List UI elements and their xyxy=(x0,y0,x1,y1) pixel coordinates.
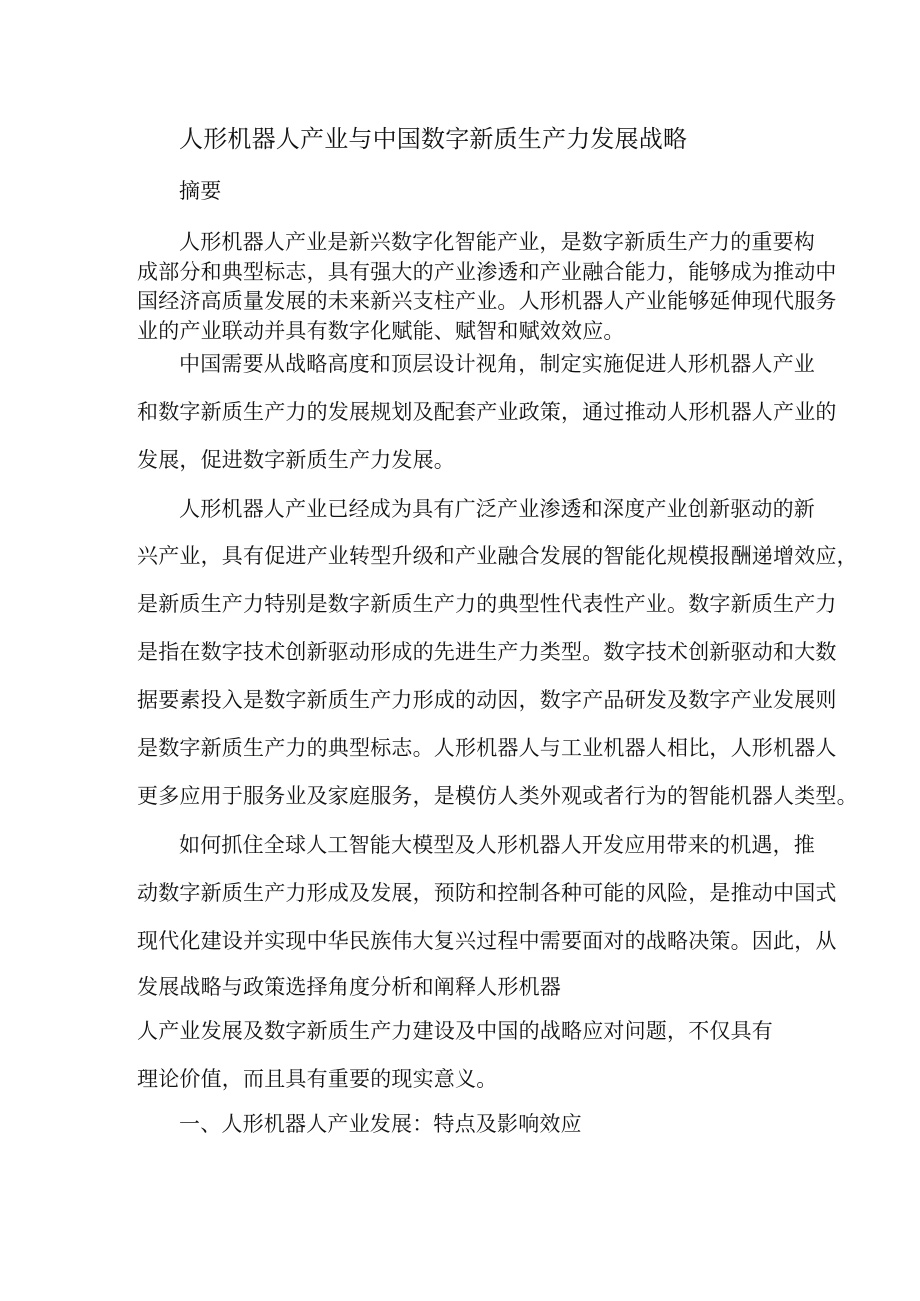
paragraph-line: 人形机器人产业是新兴数字化智能产业，是数字新质生产力的重要构 xyxy=(179,230,815,254)
paragraph-line: 理论价值，而且具有重要的现实意义。 xyxy=(137,1067,498,1091)
paragraph-line: 兴产业，具有促进产业转型升级和产业融合发展的智能化规模报酬递增效应， xyxy=(137,544,858,568)
document-title: 人形机器人产业与中国数字新质生产力发展战略 xyxy=(179,125,688,153)
paragraph-line: 动数字新质生产力形成及发展，预防和控制各种可能的风险，是推动中国式 xyxy=(137,881,837,905)
paragraph-line: 成部分和典型标志，具有强大的产业渗透和产业融合能力，能够成为推动中 xyxy=(137,260,837,284)
paragraph-line: 据要素投入是数字新质生产力形成的动因，数字产品研发及数字产业发展则 xyxy=(137,688,837,712)
paragraph-line: 中国需要从战略高度和顶层设计视角，制定实施促进人形机器人产业 xyxy=(179,352,815,376)
paragraph-line: 国经济高质量发展的未来新兴支柱产业。人形机器人产业能够延伸现代服务 xyxy=(137,289,837,313)
abstract-heading: 摘要 xyxy=(179,179,222,203)
paragraph-line: 如何抓住全球人工智能大模型及人形机器人开发应用带来的机遇，推 xyxy=(179,833,815,857)
paragraph-line: 是新质生产力特别是数字新质生产力的典型性代表性产业。数字新质生产力 xyxy=(137,592,837,616)
section-heading: 一、人形机器人产业发展：特点及影响效应 xyxy=(179,1112,582,1136)
paragraph-line: 更多应用于服务业及家庭服务，是模仿人类外观或者行为的智能机器人类型。 xyxy=(137,784,858,808)
paragraph-line: 和数字新质生产力的发展规划及配套产业政策，通过推动人形机器人产业的 xyxy=(137,400,837,424)
paragraph-line: 人形机器人产业已经成为具有广泛产业渗透和深度产业创新驱动的新 xyxy=(179,497,815,521)
paragraph-line: 业的产业联动并具有数字化赋能、赋智和赋效效应。 xyxy=(137,319,625,343)
paragraph-line: 是指在数字技术创新驱动形成的先进生产力类型。数字技术创新驱动和大数 xyxy=(137,640,837,664)
paragraph-line: 发展，促进数字新质生产力发展。 xyxy=(137,448,455,472)
paragraph-line: 人产业发展及数字新质生产力建设及中国的战略应对问题，不仅具有 xyxy=(137,1019,773,1043)
paragraph-line: 现代化建设并实现中华民族伟大复兴过程中需要面对的战略决策。因此，从 xyxy=(137,929,837,953)
paragraph-line: 是数字新质生产力的典型标志。人形机器人与工业机器人相比，人形机器人 xyxy=(137,736,837,760)
paragraph-line: 发展战略与政策选择角度分析和阐释人形机器 xyxy=(137,975,561,999)
